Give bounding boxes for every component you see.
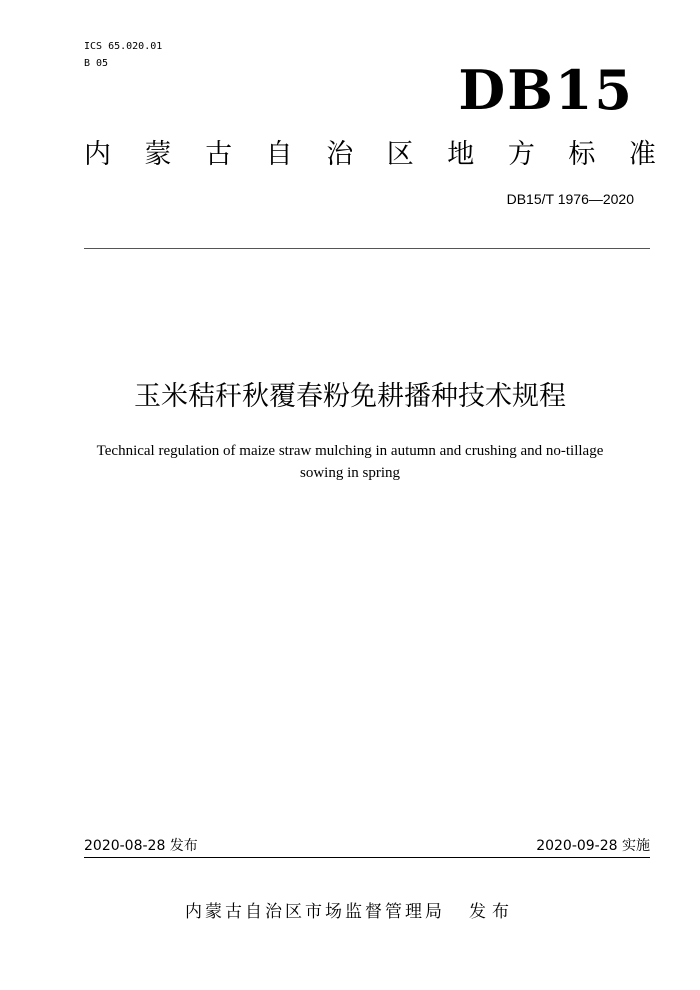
issuer (0, 900, 700, 924)
standard-type-char: 方 (507, 139, 535, 170)
ccs-code: B 05 (84, 58, 109, 69)
standard-type-char: 自 (265, 139, 293, 170)
header-divider (84, 248, 650, 249)
classification-codes (84, 38, 162, 72)
issuer-action: 发布 (469, 902, 515, 922)
title-chinese: 玉米秸秆秋覆春粉免耕播种技术规程 (134, 381, 566, 412)
title-english (60, 440, 640, 484)
issuer-org: 内蒙古自治区市场监督管理局 (185, 902, 445, 922)
standard-type-char: 地 (447, 139, 475, 170)
standard-logo: DB15 (458, 58, 634, 122)
title-english-line: sowing in spring (299, 465, 400, 481)
standard-type-char: 准 (628, 139, 656, 170)
issue-date: 2020-08-28 发布 (84, 838, 198, 854)
implement-date: 2020-09-28 实施 (536, 838, 650, 854)
footer-divider (84, 857, 650, 858)
ics-code: ICS 65.020.01 (84, 41, 163, 52)
standard-type-char: 蒙 (144, 139, 172, 170)
standard-type-char: 区 (386, 139, 414, 170)
standard-type-char: 标 (568, 139, 596, 170)
standard-type-char: 内 (84, 139, 111, 170)
standard-number: DB15/T 1976—2020 (506, 191, 634, 207)
date-row (84, 836, 650, 856)
title-english-line: Technical regulation of maize straw mulching in autumn and crushing and no-tillage (96, 443, 604, 459)
standard-type-char: 治 (326, 139, 354, 170)
standard-type-char: 古 (205, 139, 233, 170)
standard-type (84, 138, 656, 172)
